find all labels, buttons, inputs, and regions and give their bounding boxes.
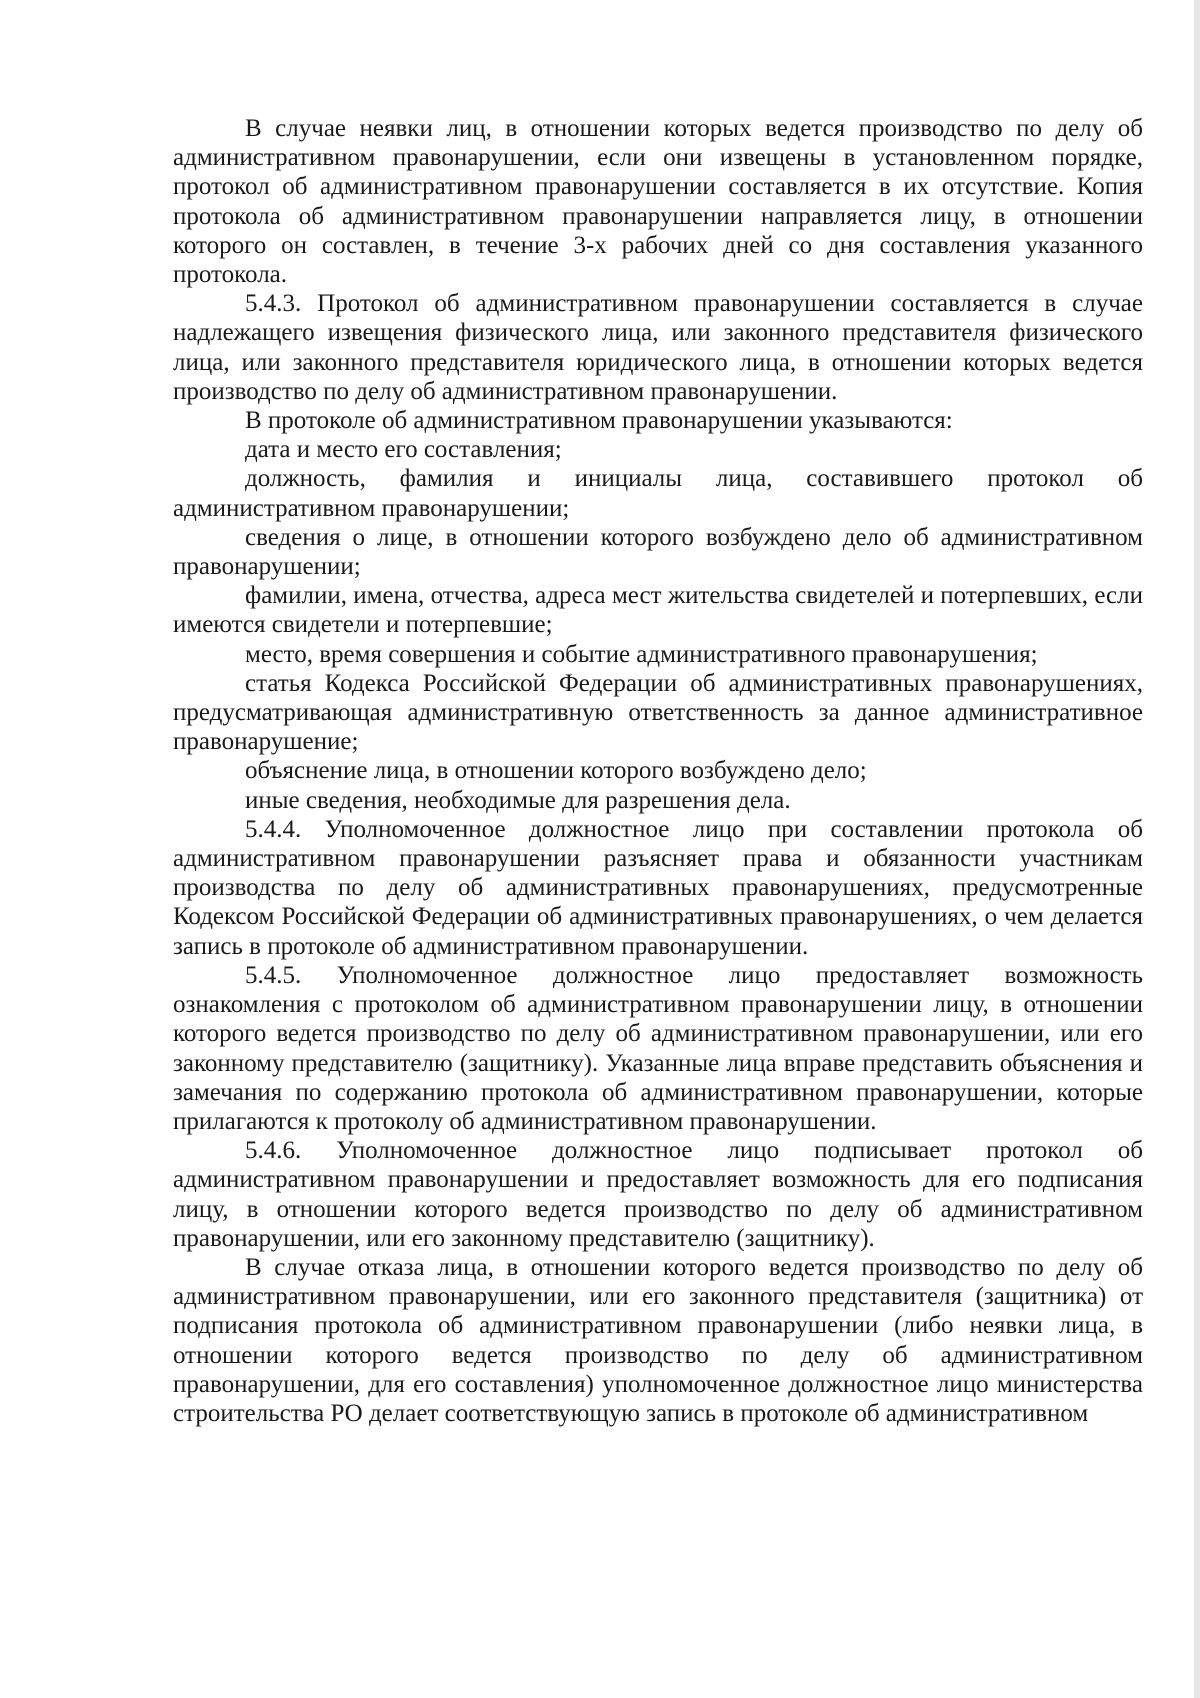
list-item-other-info: иные сведения, необходимые для разрешения дела. [245,786,791,814]
list-item-event: место, время совершения и событие административного правонарушения; [245,640,1038,668]
list-item-person-info: сведения о лице, в отношении которого возбуждено дело об административном правонарушении; [173,523,1143,581]
paragraph-5-4-3: 5.4.3. Протокол об административном правонарушении составляется в случае надлежащего извещения физического лица, или законного представителя физического лица, или законного представителя юридического лица, в отношении которых ведется производство по делу об административном правонарушении. [173,290,1143,405]
list-item-explanation: объяснение лица, в отношении которого возбуждено дело; [245,757,867,785]
page-edge [1194,0,1200,1698]
list-item-position-name: должность, фамилия и инициалы лица, составившего протокол об административном правонарушении; [173,465,1143,522]
list-item-date-place: дата и место его составления; [245,436,562,464]
list-item-witnesses: фамилии, имена, отчества, адреса мест жительства свидетелей и потерпевших, если имеются свидетели и потерпевшие; [173,582,1143,639]
paragraph-5-4-6: 5.4.6. Уполномоченное должностное лицо подписывает протокол об административном правонарушении и предоставляет возможность для его подписания лицу, в отношении которого ведется производство по делу об административном правонарушении, или его законному представителю (защитнику). [173,1137,1143,1252]
paragraph-5-4-4: 5.4.4. Уполномоченное должностное лицо при составлении протокола об административном правонарушении разъясняет права и обязанности участникам производства по делу об административных правонарушениях, предусмотренные Кодексом Российской Федерации об административных правонарушениях, о чем делается запись в протоколе об административном правонарушении. [173,815,1143,960]
list-item-article: статья Кодекса Российской Федерации об административных правонарушениях, предусматривающая административную ответственность за данное административное правонарушение; [173,669,1143,756]
paragraph-refusal: В случае отказа лица, в отношении которого ведется производство по делу об административном правонарушении, или его законного представителя (защитника) от подписания протокола об административном правонарушении (либо неявки лица, в отношении которого ведется производство по делу об административном правонарушении, для его составления) уполномоченное должностное лицо министерства строительства РО делает соответствующую запись в протоколе об административном [173,1253,1143,1427]
document-page [173,114,1143,1428]
paragraph-absence: В случае неявки лиц, в отношении которых ведется производство по делу об административном правонарушении, если они извещены в установленном порядке, протокол об административном правонарушении составляется в их отсутствие. Копия протокола об административном правонарушении направляется лицу, в отношении которого он составлен, в течение 3-х рабочих дней со дня составления указанного протокола. [173,115,1143,289]
paragraph-5-4-5: 5.4.5. Уполномоченное должностное лицо предоставляет возможность ознакомления с протоколом об административном правонарушении лицу, в отношении которого ведется производство по делу об административном правонарушении, или его законному представителю (защитнику). Указанные лица вправе представить объяснения и замечания по содержанию протокола об административном правонарушении, которые прилагаются к протоколу об административном правонарушении. [173,961,1143,1135]
paragraph-protocol-contents: В протоколе об административном правонарушении указываются: [245,407,953,435]
